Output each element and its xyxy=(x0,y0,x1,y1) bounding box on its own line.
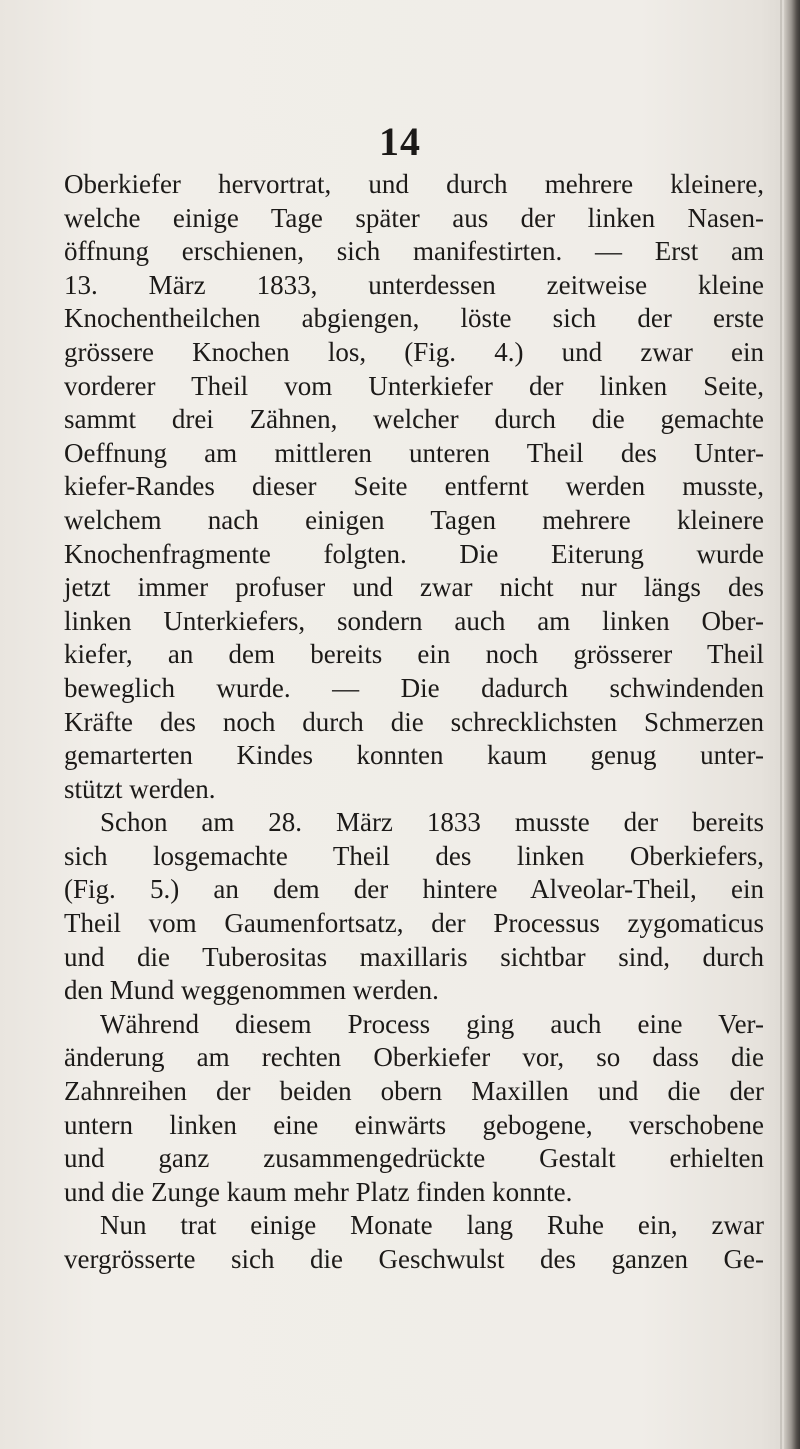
text-line: kiefer-Randes dieser Seite entfernt werden musste, xyxy=(64,471,764,502)
text-line: sich losgemachte Theil des linken Oberkiefers, xyxy=(64,840,764,871)
binding-shadow xyxy=(780,0,782,1449)
text-line: welchem nach einigen Tagen mehrere kleinere xyxy=(64,504,764,535)
text-line: Zahnreihen der beiden obern Maxillen und die der xyxy=(64,1076,764,1107)
text-line: und die Zunge kaum mehr Platz finden konnte. xyxy=(64,1176,573,1207)
text-line: den Mund weggenommen werden. xyxy=(64,975,439,1006)
text-line: öffnung erschienen, sich manifestirten. — Erst am xyxy=(64,236,764,267)
text-line: vergrösserte sich die Geschwulst des ganzen Ge- xyxy=(64,1244,764,1274)
text-line: grössere Knochen los, (Fig. 4.) und zwar ein xyxy=(64,336,764,367)
text-line: 13. März 1833, unterdessen zeitweise kleine xyxy=(64,269,764,300)
text-line: und ganz zusammengedrückte Gestalt erhielten xyxy=(64,1143,764,1174)
text-line: beweglich wurde. — Die dadurch schwindenden xyxy=(64,672,764,703)
text-line: welche einige Tage später aus der linken Nasen- xyxy=(64,202,764,233)
text-line: änderung am rechten Oberkiefer vor, so dass die xyxy=(64,1042,764,1073)
text-line: Nun trat einige Monate lang Ruhe ein, zwar xyxy=(100,1210,764,1241)
book-binding-edge xyxy=(784,0,800,1449)
text-line: untern linken eine einwärts gebogene, verschobene xyxy=(64,1109,764,1140)
text-line: kiefer, an dem bereits ein noch grösserer Theil xyxy=(64,639,764,670)
text-line: linken Unterkiefers, sondern auch am linken Ober- xyxy=(64,605,764,636)
text-line: jetzt immer profuser und zwar nicht nur längs des xyxy=(64,572,764,603)
text-line: Kräfte des noch durch die schrecklichsten Schmerzen xyxy=(64,706,764,737)
text-line: sammt drei Zähnen, welcher durch die gemachte xyxy=(64,404,764,435)
text-line: gemarterten Kindes konnten kaum genug unter- xyxy=(64,740,764,771)
text-line: Oeffnung am mittleren unteren Theil des Unter- xyxy=(64,437,764,468)
text-line: Knochenfragmente folgten. Die Eiterung wurde xyxy=(64,538,764,569)
body-text xyxy=(64,168,764,1277)
text-line: Theil vom Gaumenfortsatz, der Processus zygomaticus xyxy=(64,908,764,939)
text-line: Schon am 28. März 1833 musste der bereits xyxy=(100,807,764,838)
text-line: stützt werden. xyxy=(64,773,216,804)
text-line: Knochentheilchen abgiengen, löste sich der erste xyxy=(64,303,764,334)
page-number: 14 xyxy=(379,119,421,164)
text-line: Oberkiefer hervortrat, und durch mehrere kleinere, xyxy=(64,169,764,199)
text-line: (Fig. 5.) an dem der hintere Alveolar-Theil, ein xyxy=(64,874,764,905)
text-line: Während diesem Process ging auch eine Ver- xyxy=(100,1008,764,1039)
text-line: und die Tuberositas maxillaris sichtbar sind, durch xyxy=(64,941,764,972)
text-line: vorderer Theil vom Unterkiefer der linken Seite, xyxy=(64,370,764,401)
